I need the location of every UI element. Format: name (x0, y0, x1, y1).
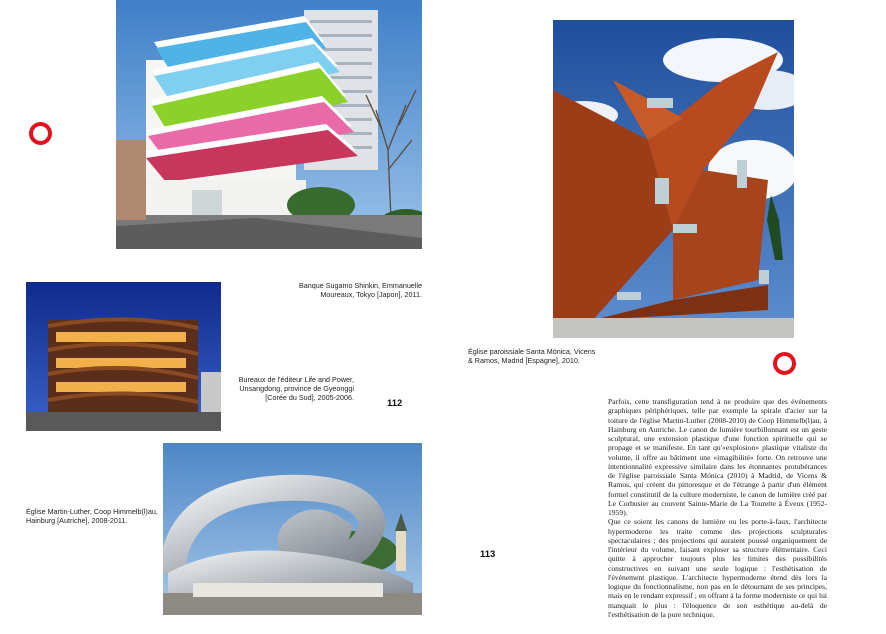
red-ring-marker-right (773, 352, 796, 375)
photo-life-and-power (26, 282, 221, 431)
photo-santa-monica-church (553, 20, 794, 338)
photo-martin-luther-church (163, 443, 422, 615)
caption-martin-luther-church: Église Martin-Luther, Coop Himmelb(l)au, Hainburg [Autriche], 2008-2011. (26, 507, 158, 525)
caption-sugamo-bank: Banque Sugamo Shinkin, Emmanuelle Moureaux, Tokyo [Japon], 2011. (298, 281, 422, 299)
body-paragraph-1: Parfois, cette transfiguration tend à ne produire que des événements graphiques périphériques, telle par exemple la spirale d'acier sur la toiture de l'église Martin-Luther (2008-2010) de Coop Himmelb(l)au, à Hainburg en Autriche. Le canon de lumière tourbillonnant est un geste sculptural, une extension plastique d'une fonction spirituelle qui se propage et se manifeste. En tant qu'«explosion» plastique vitaliste du volume, il offre au bâtiment une «imagibilité» forte. On retrouve une intentionnalité expressive similaire dans les étonnantes protubérances de l'église paroissiale Santa Mónica (2010) à Madrid, de Vicens & Ramos, qui créent du pittoresque et de l'étrange à partir d'un élément formel constitutif de la culture moderniste, le canon de lumière créé par Le Corbusier au couvent Sainte-Marie de La Tourette à Éveux (1952-1959). (608, 397, 827, 517)
photo-sugamo-bank (116, 0, 422, 249)
page-number-left: 112 (387, 398, 403, 409)
caption-life-and-power: Bureaux de l'éditeur Life and Power, Unsangdong, province de Gyeonggi [Corée du Sud], 2005-2006. (238, 375, 354, 402)
page-number-right: 113 (480, 549, 496, 560)
body-text (608, 397, 827, 619)
red-ring-marker-left (29, 122, 52, 145)
caption-santa-monica-church: Église paroissiale Santa Mónica, Vicens & Ramos, Madrid [Espagne], 2010. (468, 347, 596, 365)
body-paragraph-2: Que ce soient les canons de lumière ou les porte-à-faux, l'architecte hypermoderne les traite comme des projections sculpturales spectaculaires ; des projections qui auraient poussé organiquement de l'intérieur du volume, faisant exploser sa structure élémentaire. Ceci quitte à approcher toujours plus les limites des possibilités constructives en suivant une seule logique : l'esthétisation de l'événement plastique. L'architecte hypermoderne étend dès lors la logique du fonctionnalisme, non pas en le détournant de ses principes, mais en le rendant expressif ; en offrant à la forme moderniste ce qui lui manquait le plus : l'éloquence de son esthétique au-delà de l'esthétisation de la pure technique. (608, 517, 827, 619)
